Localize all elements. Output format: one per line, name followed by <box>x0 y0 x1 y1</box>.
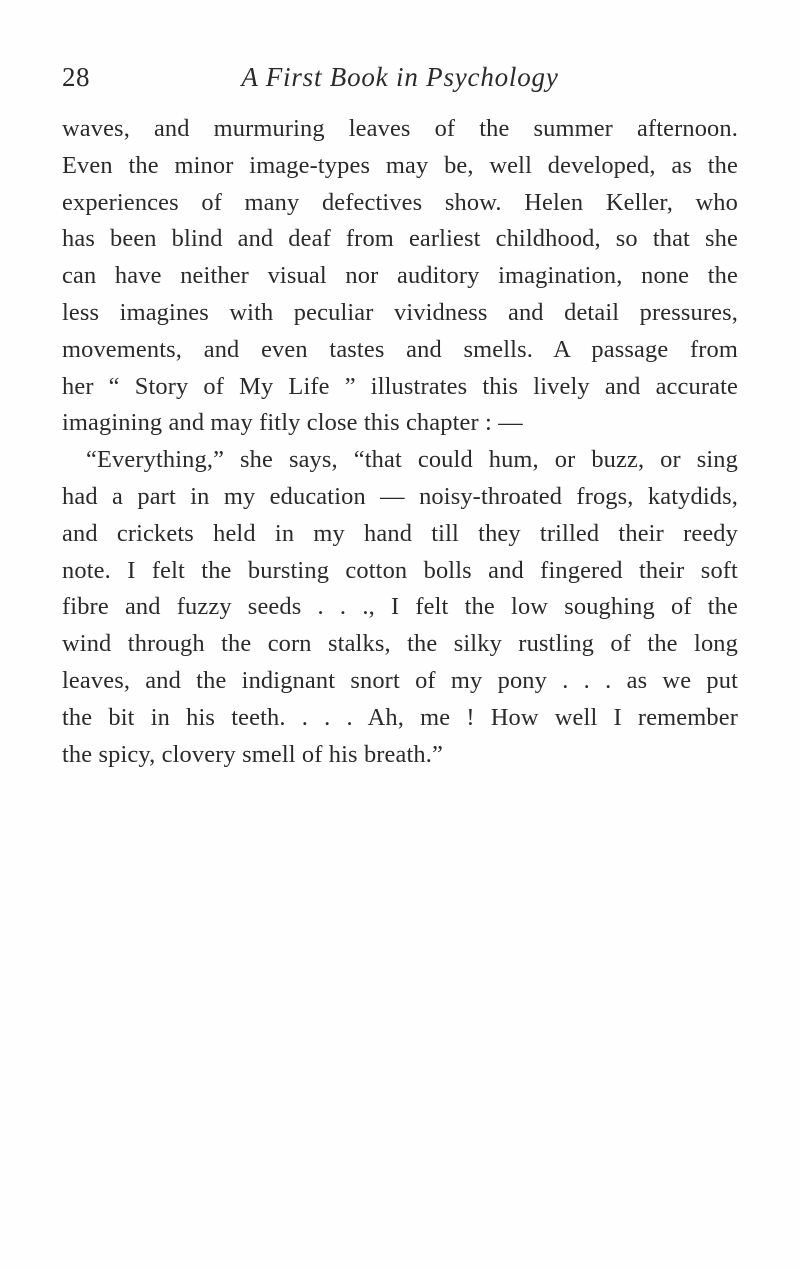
running-title: A First Book in Psychology <box>241 62 559 92</box>
text-line: Even the minor image-types may be, well developed, as the <box>62 151 738 179</box>
text-line: the spicy, clovery smell of his breath.” <box>62 740 444 768</box>
text-line: her “ Story of My Life ” illustrates this lively and accurate <box>62 372 738 400</box>
text-line: note. I felt the bursting cotton bolls and fingered their soft <box>62 556 738 584</box>
text-line: waves, and murmuring leaves of the summer afternoon. <box>62 115 738 142</box>
text-line: fibre and fuzzy seeds . . ., I felt the low soughing of the <box>62 593 738 621</box>
text-line: and crickets held in my hand till they trilled their reedy <box>62 519 738 547</box>
page-header <box>62 62 738 102</box>
text-line: movements, and even tastes and smells. A passage from <box>62 335 738 363</box>
body-text <box>62 111 738 773</box>
text-line: can have neither visual nor auditory imagination, none the <box>62 262 738 290</box>
text-line: experiences of many defectives show. Helen Keller, who <box>62 188 738 216</box>
text-line: wind through the corn stalks, the silky rustling of the long <box>62 630 738 658</box>
text-line: the bit in his teeth. . . . Ah, me ! How well I remember <box>62 703 738 731</box>
text-line: imagining and may fitly close this chapter : — <box>62 409 523 437</box>
text-line: leaves, and the indignant snort of my pony . . . as we put <box>62 666 738 694</box>
text-line: had a part in my education — noisy-throated frogs, katydids, <box>62 482 738 510</box>
page-number: 28 <box>62 62 90 92</box>
text-line: has been blind and deaf from earliest childhood, so that she <box>62 225 738 253</box>
text-line: less imagines with peculiar vividness and detail pressures, <box>62 298 738 326</box>
text-line: “Everything,” she says, “that could hum, or buzz, or sing <box>86 446 738 474</box>
